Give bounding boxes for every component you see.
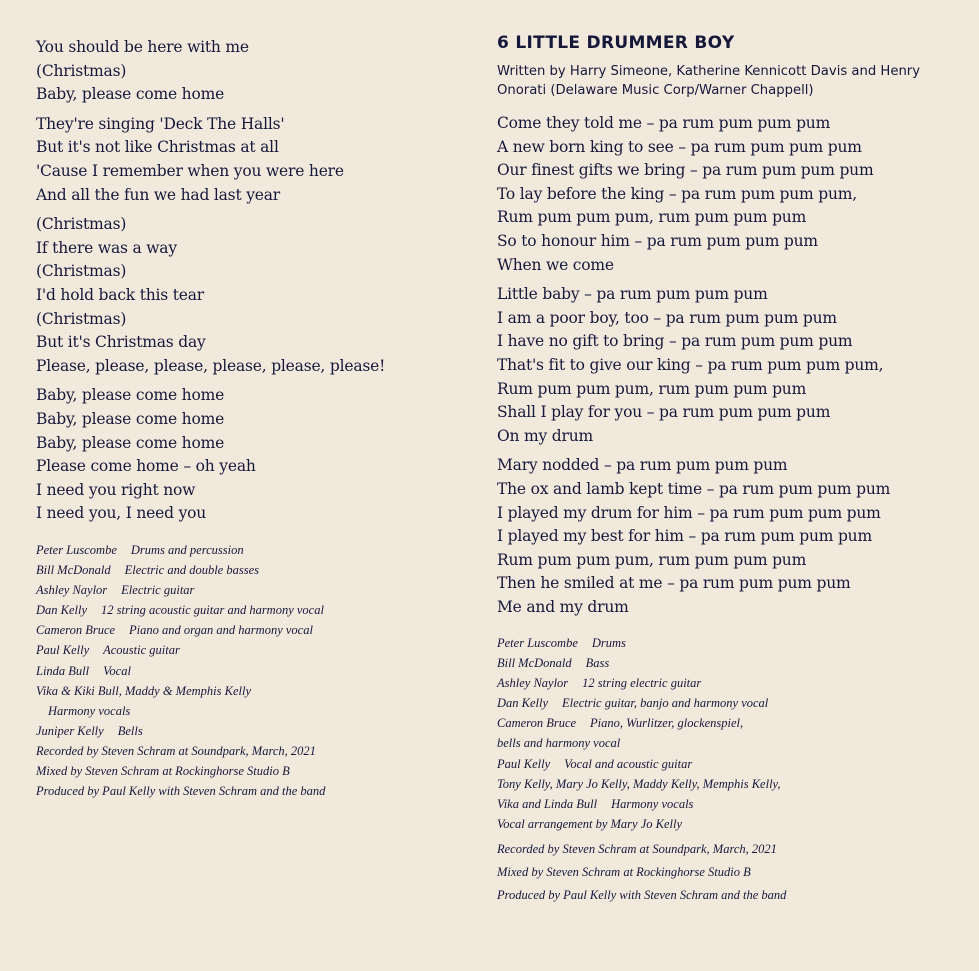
- lyric-line: But it's not like Christmas at all: [36, 138, 279, 157]
- lyric-line: I am a poor boy, too – pa rum pum pum pum: [497, 308, 837, 327]
- lyrics-block: [497, 112, 890, 625]
- player-name: Peter Luscombe: [36, 543, 117, 557]
- player-role: Bells: [117, 723, 143, 738]
- lyric-line: Rum pum pum pum, rum pum pum pum: [497, 550, 807, 569]
- lyric-line: I need you, I need you: [36, 504, 207, 523]
- player-role: Piano and organ and harmony vocal: [129, 623, 313, 638]
- lyric-line: 'Cause I remember when you were here: [36, 161, 344, 180]
- lyric-line: Then he smiled at me – pa rum pum pum pum: [497, 574, 851, 593]
- lyric-line: (Christmas): [36, 61, 127, 80]
- production-line: Mixed by Steven Schram at Rockinghorse Studio B: [497, 864, 751, 879]
- lyric-line: But it's Christmas day: [36, 333, 206, 352]
- production-line: Mixed by Steven Schram at Rockinghorse Studio B: [36, 764, 290, 779]
- player-name: Paul Kelly: [497, 756, 551, 771]
- player-name: Paul Kelly: [36, 643, 90, 658]
- production-line: Recorded by Steven Schram at Soundpark, March, 2021: [36, 743, 316, 758]
- credit-line: [36, 600, 325, 620]
- player-role: Electric and double basses: [124, 563, 259, 578]
- lyric-line: Shall I play for you – pa rum pum pum pum: [497, 403, 831, 422]
- credit-line: [36, 640, 325, 660]
- player-name: Linda Bull: [36, 663, 90, 678]
- player-name: Tony Kelly, Mary Jo Kelly, Maddy Kelly, Memphis Kelly,: [497, 776, 781, 791]
- player-name: Cameron Bruce: [497, 716, 577, 731]
- player-name: Ashley Naylor: [36, 583, 108, 598]
- credit-line: [36, 681, 325, 701]
- lyric-line: I'd hold back this tear: [36, 285, 205, 304]
- credit-line: [497, 754, 786, 774]
- player-name: Peter Luscombe: [497, 636, 578, 650]
- lyric-line: Little baby – pa rum pum pum pum: [497, 285, 768, 304]
- player-name: Cameron Bruce: [36, 623, 116, 638]
- lyric-line: So to honour him – pa rum pum pum pum: [497, 231, 818, 250]
- lyric-line: I have no gift to bring – pa rum pum pum pum: [497, 332, 853, 351]
- lyric-line: You should be here with me: [36, 38, 249, 56]
- player-role: Harmony vocals: [611, 796, 694, 811]
- player-name: Vocal arrangement by Mary Jo Kelly: [497, 816, 683, 831]
- lyric-line: And all the fun we had last year: [36, 185, 280, 204]
- player-name: Juniper Kelly: [36, 723, 104, 738]
- player-name: Bill McDonald: [36, 563, 111, 578]
- lyric-line: On my drum: [497, 426, 594, 445]
- lyric-line: Rum pum pum pum, rum pum pum pum: [497, 379, 807, 398]
- credit-line: [36, 721, 325, 741]
- lyric-line: Please, please, please, please, please, please!: [36, 356, 386, 375]
- credit-line: [497, 733, 786, 753]
- lyric-line: Come they told me – pa rum pum pum pum: [497, 114, 831, 132]
- lyric-line: That's fit to give our king – pa rum pum pum pum,: [497, 355, 884, 374]
- lyric-stanza: [36, 213, 385, 378]
- lyric-line: A new born king to see – pa rum pum pum pum: [497, 137, 862, 156]
- credit-line: [36, 701, 325, 721]
- player-role: Electric guitar, banjo and harmony vocal: [562, 696, 769, 711]
- lyric-line: Mary nodded – pa rum pum pum pum: [497, 456, 788, 475]
- production-line: Recorded by Steven Schram at Soundpark, March, 2021: [497, 841, 777, 856]
- lyric-line: Me and my drum: [497, 597, 629, 616]
- lyric-line: Our finest gifts we bring – pa rum pum pum pum: [497, 161, 874, 180]
- lyric-line: When we come: [497, 255, 614, 274]
- lyric-line: (Christmas): [36, 262, 127, 281]
- player-role: Piano, Wurlitzer, glockenspiel,: [590, 716, 744, 731]
- lyric-stanza: [36, 384, 385, 526]
- player-role: 12 string electric guitar: [582, 676, 702, 691]
- player-name: Vika & Kiki Bull, Maddy & Memphis Kelly: [36, 683, 252, 698]
- lyric-line: Baby, please come home: [36, 386, 225, 405]
- credit-line: [497, 633, 786, 653]
- player-role: Bass: [585, 656, 610, 671]
- lyric-line: Rum pum pum pum, rum pum pum pum: [497, 208, 807, 227]
- production-line: Produced by Paul Kelly with Steven Schram and the band: [497, 887, 787, 902]
- player-name: Ashley Naylor: [497, 676, 569, 691]
- credit-line: [36, 661, 325, 681]
- player-role: Drums: [591, 636, 626, 650]
- lyric-line: I played my best for him – pa rum pum pum pum: [497, 527, 872, 546]
- lyric-line: Baby, please come home: [36, 85, 225, 104]
- player-role: 12 string acoustic guitar and harmony vocal: [101, 603, 324, 618]
- credit-line: [36, 580, 325, 600]
- lyric-line: (Christmas): [36, 215, 127, 234]
- lyric-stanza: [497, 454, 890, 619]
- lyric-stanza: [36, 113, 385, 207]
- credit-line: [497, 774, 786, 794]
- lyric-stanza: [36, 36, 385, 107]
- player-role: Vocal and acoustic guitar: [564, 756, 693, 771]
- credit-line: [36, 540, 325, 560]
- player-role: Vocal: [103, 663, 131, 678]
- lyric-line: I need you right now: [36, 480, 196, 499]
- credit-line: [497, 673, 786, 693]
- lyrics-block: [36, 36, 385, 532]
- lyric-line: The ox and lamb kept time – pa rum pum pum pum: [497, 479, 891, 498]
- lyric-line: If there was a way: [36, 238, 177, 257]
- credit-line: [497, 814, 786, 834]
- player-name: Vika and Linda Bull: [497, 796, 598, 811]
- credit-line: [497, 653, 786, 673]
- track-title: 6 LITTLE DRUMMER BOY: [497, 33, 735, 53]
- player-name: Dan Kelly: [497, 696, 549, 711]
- lyric-stanza: [497, 283, 890, 448]
- credit-line: [36, 620, 325, 640]
- lyric-line: Baby, please come home: [36, 409, 225, 428]
- player-role: Acoustic guitar: [103, 643, 180, 658]
- credits-block: [36, 540, 325, 801]
- credit-line: [497, 693, 786, 713]
- credit-line: [497, 794, 786, 814]
- credit-line: [36, 560, 325, 580]
- lyric-line: They're singing 'Deck The Halls': [36, 114, 285, 133]
- lyric-line: (Christmas): [36, 309, 127, 328]
- lyric-line: To lay before the king – pa rum pum pum pum,: [497, 184, 858, 203]
- lyric-line: Baby, please come home: [36, 433, 225, 452]
- credits-block: [497, 633, 786, 907]
- player-name: bells and harmony vocal: [497, 736, 621, 751]
- songwriter-credit: Written by Harry Simeone, Katherine Kennicott Davis and Henry Onorati (Delaware Music Corp/Warner Chappell): [497, 64, 921, 98]
- player-role: Harmony vocals: [48, 703, 131, 718]
- lyric-line: I played my drum for him – pa rum pum pum pum: [497, 503, 881, 522]
- lyric-line: Please come home – oh yeah: [36, 457, 256, 476]
- player-name: Bill McDonald: [497, 656, 572, 671]
- player-role: Electric guitar: [121, 583, 195, 598]
- lyric-stanza: [497, 112, 890, 277]
- production-line: Produced by Paul Kelly with Steven Schram and the band: [36, 784, 326, 799]
- credit-line: [497, 713, 786, 733]
- player-name: Dan Kelly: [36, 603, 88, 618]
- player-role: Drums and percussion: [130, 543, 244, 557]
